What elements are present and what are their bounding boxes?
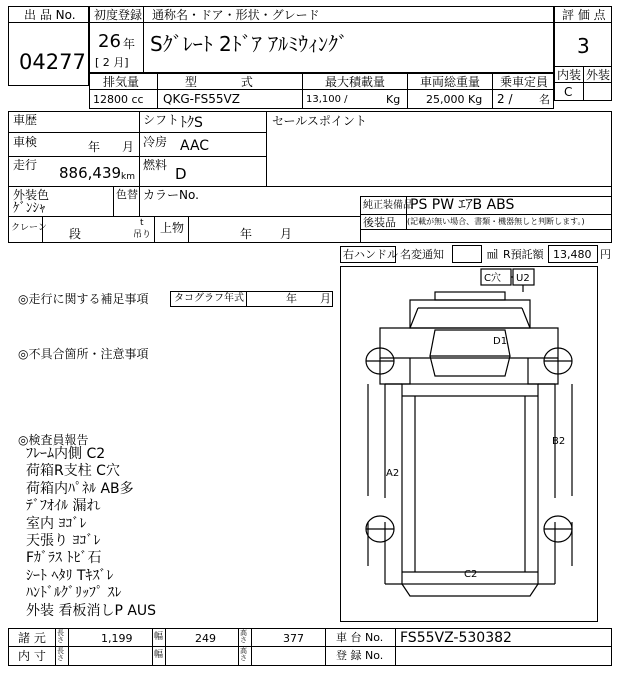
score-value: 3 xyxy=(577,34,590,58)
diagram-u2: U2 xyxy=(516,273,530,284)
upper-year: 年 xyxy=(240,227,253,241)
displacement-label: 排気量 xyxy=(103,75,140,89)
ac-value: AAC xyxy=(180,138,210,154)
inspector-line: 天張り ﾖｺﾞﾚ xyxy=(26,533,101,549)
height-value: 377 xyxy=(283,632,304,645)
mileage-label: 走行 xyxy=(13,158,38,172)
interior-label: 内装 xyxy=(557,68,582,82)
tacho-year: 年 xyxy=(286,292,297,305)
color-label: 外装色 xyxy=(13,188,50,202)
capacity-unit: 名 xyxy=(539,93,550,106)
r-deposit-label: R預託額 xyxy=(503,248,544,261)
length-value: 1,199 xyxy=(101,632,133,645)
inspector-line: 室内 ﾖｺﾞﾚ xyxy=(26,515,87,532)
inspector-line: ﾊﾝﾄﾞﾙｸﾞﾘｯﾌﾟ ｽﾚ xyxy=(26,585,122,602)
crane-t: t xyxy=(140,218,144,228)
inspector-line: 荷箱内ﾊﾟﾈﾙ AB多 xyxy=(26,480,134,497)
reg-year-suffix: 年 xyxy=(123,37,136,51)
fuel-label: 燃料 xyxy=(143,158,168,172)
inspector-line: Fｶﾞﾗｽ ﾄﾋﾞ石 xyxy=(26,550,102,567)
inspector-line: ｼｰﾄ ﾍﾀﾘ Tｷｽﾞﾚ xyxy=(26,567,114,584)
max-load-unit: Kg xyxy=(386,93,401,106)
name-change-box xyxy=(452,245,482,263)
chassis-label: 車 台 No. xyxy=(336,631,384,644)
gvw: 25,000 Kg xyxy=(426,93,483,106)
diagram-c2: C2 xyxy=(464,569,478,580)
aftermarket-note: (記載が無い場合、書類・機器無しと判断します。) xyxy=(407,217,585,226)
displacement: 12800 cc xyxy=(93,93,144,106)
aftermarket-label: 後装品 xyxy=(363,216,396,229)
truck-diagram xyxy=(340,266,598,622)
crane-step: 段 xyxy=(69,227,82,241)
lot-number: 04277 xyxy=(19,50,86,74)
defects-title: ◎不具合箇所・注意事項 xyxy=(18,347,149,361)
inner-width-label: 幅 xyxy=(154,650,164,660)
mileage-unit: km xyxy=(121,172,135,182)
inspector-line: ﾃﾞﾌｵｲﾙ 漏れ xyxy=(26,498,101,515)
crane-label: クレーン xyxy=(11,223,47,233)
ac-label: 冷房 xyxy=(143,135,168,149)
tacho-label: タコグラフ年式 xyxy=(174,293,244,304)
inspector-line: 荷箱R支柱 C穴 xyxy=(26,463,120,480)
chassis-number: FS55VZ-530382 xyxy=(400,630,512,646)
height-label: 高さ xyxy=(240,629,247,644)
dims-label: 諸 元 xyxy=(18,631,46,645)
r-deposit-unit: 円 xyxy=(600,248,611,261)
width-value: 249 xyxy=(195,632,216,645)
capacity-label: 乗車定員 xyxy=(500,75,549,89)
inspection-label: 車検 xyxy=(13,135,38,149)
model-name-label: 通称名・ドア・形状・グレード xyxy=(152,8,320,22)
length-label: 長さ xyxy=(57,629,64,644)
exterior-label: 外装 xyxy=(586,68,611,82)
upper-month: 月 xyxy=(280,227,293,241)
diagram-c-hole: C穴 xyxy=(484,273,501,284)
rhd-label: 右ハンドル xyxy=(343,248,398,261)
model-code: QKG-FS55VZ xyxy=(163,92,240,106)
history-label: 車歴 xyxy=(13,113,38,127)
shift-label: シフト xyxy=(143,113,180,127)
name-change-label: 名変通知 xyxy=(400,248,444,261)
upper-label: 上物 xyxy=(160,221,185,235)
reg-month: [ 2 月] xyxy=(95,56,129,69)
model-label: 型 式 xyxy=(185,75,253,89)
first-reg-label: 初度登録 xyxy=(94,8,143,22)
shift-value: ﾄｸS xyxy=(180,115,203,131)
width-label: 幅 xyxy=(154,632,164,642)
inner-height-label: 高さ xyxy=(240,647,247,662)
reg-year: 26 xyxy=(98,31,121,52)
score-label: 評 価 点 xyxy=(562,8,606,22)
diagram-b2: B2 xyxy=(552,436,566,447)
inspection-year: 年 xyxy=(88,140,101,154)
ruler-mark: ㏕ xyxy=(487,248,498,261)
max-load: 13,100 / xyxy=(306,94,348,105)
model-name: Sｸﾞﾚｰﾄ 2ﾄﾞｱ ｱﾙﾐｳｨﾝｸﾞ xyxy=(150,32,349,56)
inspector-title: ◎検査員報告 xyxy=(18,433,89,447)
interior-score: C xyxy=(564,85,573,99)
mileage: 886,439 xyxy=(59,164,122,182)
inner-dims-label: 内 寸 xyxy=(18,649,46,663)
color-value: ｹﾞﾝｼｬ xyxy=(13,201,46,216)
color-change-label: 色替 xyxy=(116,188,138,201)
inspector-line: ﾌﾚｰﾑ内側 C2 xyxy=(26,446,106,462)
footer-box xyxy=(8,628,612,666)
fuel-value: D xyxy=(175,165,187,183)
max-load-label: 最大積載量 xyxy=(325,75,386,89)
gvw-label: 車両総重量 xyxy=(420,75,481,89)
tacho-month: 月 xyxy=(320,292,331,305)
inner-length-label: 長さ xyxy=(57,647,64,662)
equipment-value: PS PW ｴｱB ABS xyxy=(410,197,515,213)
inspection-month: 月 xyxy=(122,140,135,154)
driving-notes-title: ◎走行に関する補足事項 xyxy=(18,292,149,306)
sales-point-label: セールスポイント xyxy=(272,114,367,128)
lot-label: 出 品 No. xyxy=(24,8,76,22)
capacity: 2 / xyxy=(497,92,513,106)
r-deposit: 13,480 xyxy=(553,248,592,261)
inspector-line: 外装 看板消しP AUS xyxy=(26,602,157,619)
diagram-d1: D1 xyxy=(493,336,508,347)
color-code-label: カラーNo. xyxy=(143,188,199,202)
equipment-label: 純正装備品 xyxy=(363,200,413,211)
diagram-a2: A2 xyxy=(386,468,400,479)
reg-no-label: 登 録 No. xyxy=(336,649,384,662)
crane-hang: 吊り xyxy=(133,230,152,240)
